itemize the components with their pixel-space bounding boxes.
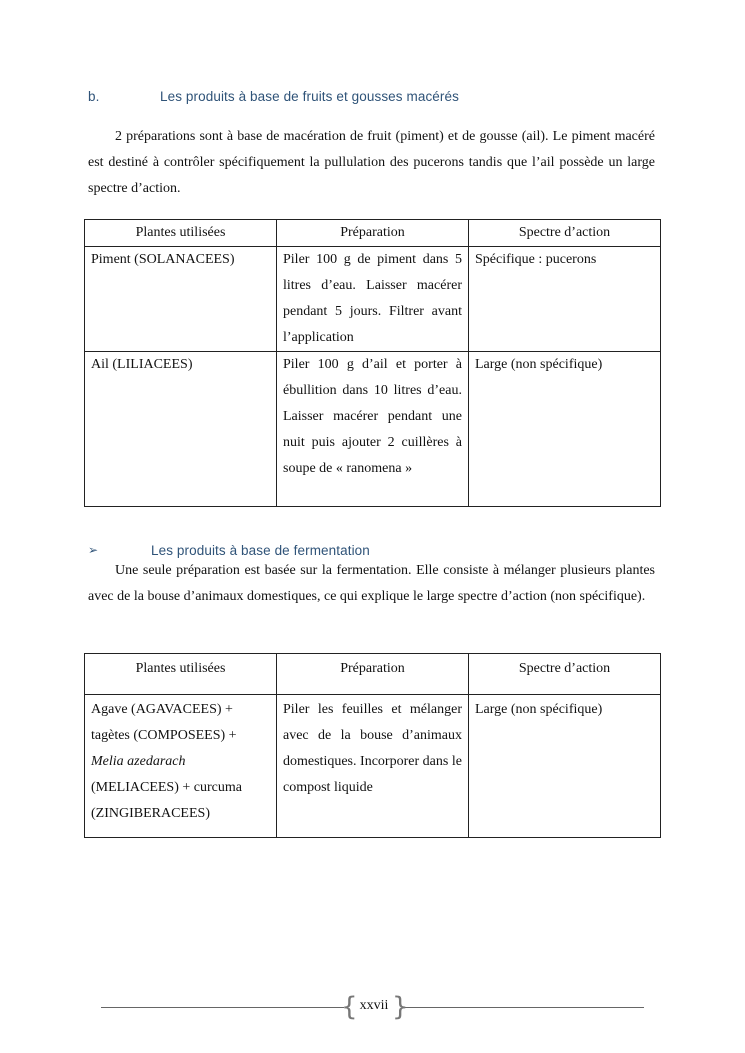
table-cell-spectrum: Spécifique : pucerons <box>469 247 661 352</box>
table-header-row <box>85 220 661 247</box>
section-fermentation-title: Les produits à base de fermentation <box>151 543 370 558</box>
table-cell-spectrum: Large (non spécifique) <box>469 352 661 507</box>
table-cell-preparation: Piler 100 g d’ail et porter à ébullition dans 10 litres d’eau. Laisser macérer pendant une nuit puis ajouter 2 cuillères à soupe de « ranomena » <box>277 352 469 507</box>
section-b-marker: b. <box>88 89 100 104</box>
plant-line: (ZINGIBERACEES) <box>91 806 210 821</box>
table-row <box>85 247 661 352</box>
section-b-title: Les produits à base de fruits et gousses macérés <box>160 89 459 104</box>
table-cell-spectrum: Large (non spécifique) <box>469 695 661 838</box>
table-header-spectrum: Spectre d’action <box>469 220 661 247</box>
arrow-bullet-icon: ➢ <box>88 543 99 557</box>
plant-line: Agave (AGAVACEES) + <box>91 702 233 717</box>
table-header-row <box>85 654 661 695</box>
table-cell-plant: Piment (SOLANACEES) <box>85 247 277 352</box>
table-cell-plant: Ail (LILIACEES) <box>85 352 277 507</box>
section-fermentation-paragraph: Une seule préparation est basée sur la fermentation. Elle consiste à mélanger plusieurs plantes avec de la bouse d’animaux domestiques, ce qui explique le large spectre d’action (non spécifique). <box>88 563 655 604</box>
table-header-preparation: Préparation <box>277 654 469 695</box>
footer-rule-right <box>402 1007 644 1008</box>
table-header-plants: Plantes utilisées <box>85 654 277 695</box>
table-row <box>85 352 661 507</box>
table-cell-preparation: Piler les feuilles et mélanger avec de la bouse d’animaux domestiques. Incorporer dans le compost liquide <box>277 695 469 838</box>
table-header-plants: Plantes utilisées <box>85 220 277 247</box>
table-row <box>85 695 661 838</box>
section-b-paragraph: 2 préparations sont à base de macération de fruit (piment) et de gousse (ail). Le piment macéré est destiné à contrôler spécifiquement la pullulation des pucerons tandis que l’ail possède un large spectre d’action. <box>88 129 655 196</box>
table-header-preparation: Préparation <box>277 220 469 247</box>
table-macerated-products <box>84 219 661 507</box>
page-number: xxvii <box>359 998 389 1013</box>
plant-line: (MELIACEES) + curcuma <box>91 780 242 795</box>
footer-right-bracket-icon: } <box>392 992 409 1022</box>
footer-rule-left <box>101 1007 344 1008</box>
footer-left-bracket-icon: { <box>341 992 358 1022</box>
table-cell-preparation: Piler 100 g de piment dans 5 litres d’eau. Laisser macérer pendant 5 jours. Filtrer avant l’application <box>277 247 469 352</box>
table-header-spectrum: Spectre d’action <box>469 654 661 695</box>
plant-line: tagètes (COMPOSEES) + <box>91 728 237 743</box>
plant-line-species: Melia azedarach <box>91 754 186 769</box>
table-fermentation-products <box>84 653 661 838</box>
table-cell-plant <box>85 695 277 838</box>
